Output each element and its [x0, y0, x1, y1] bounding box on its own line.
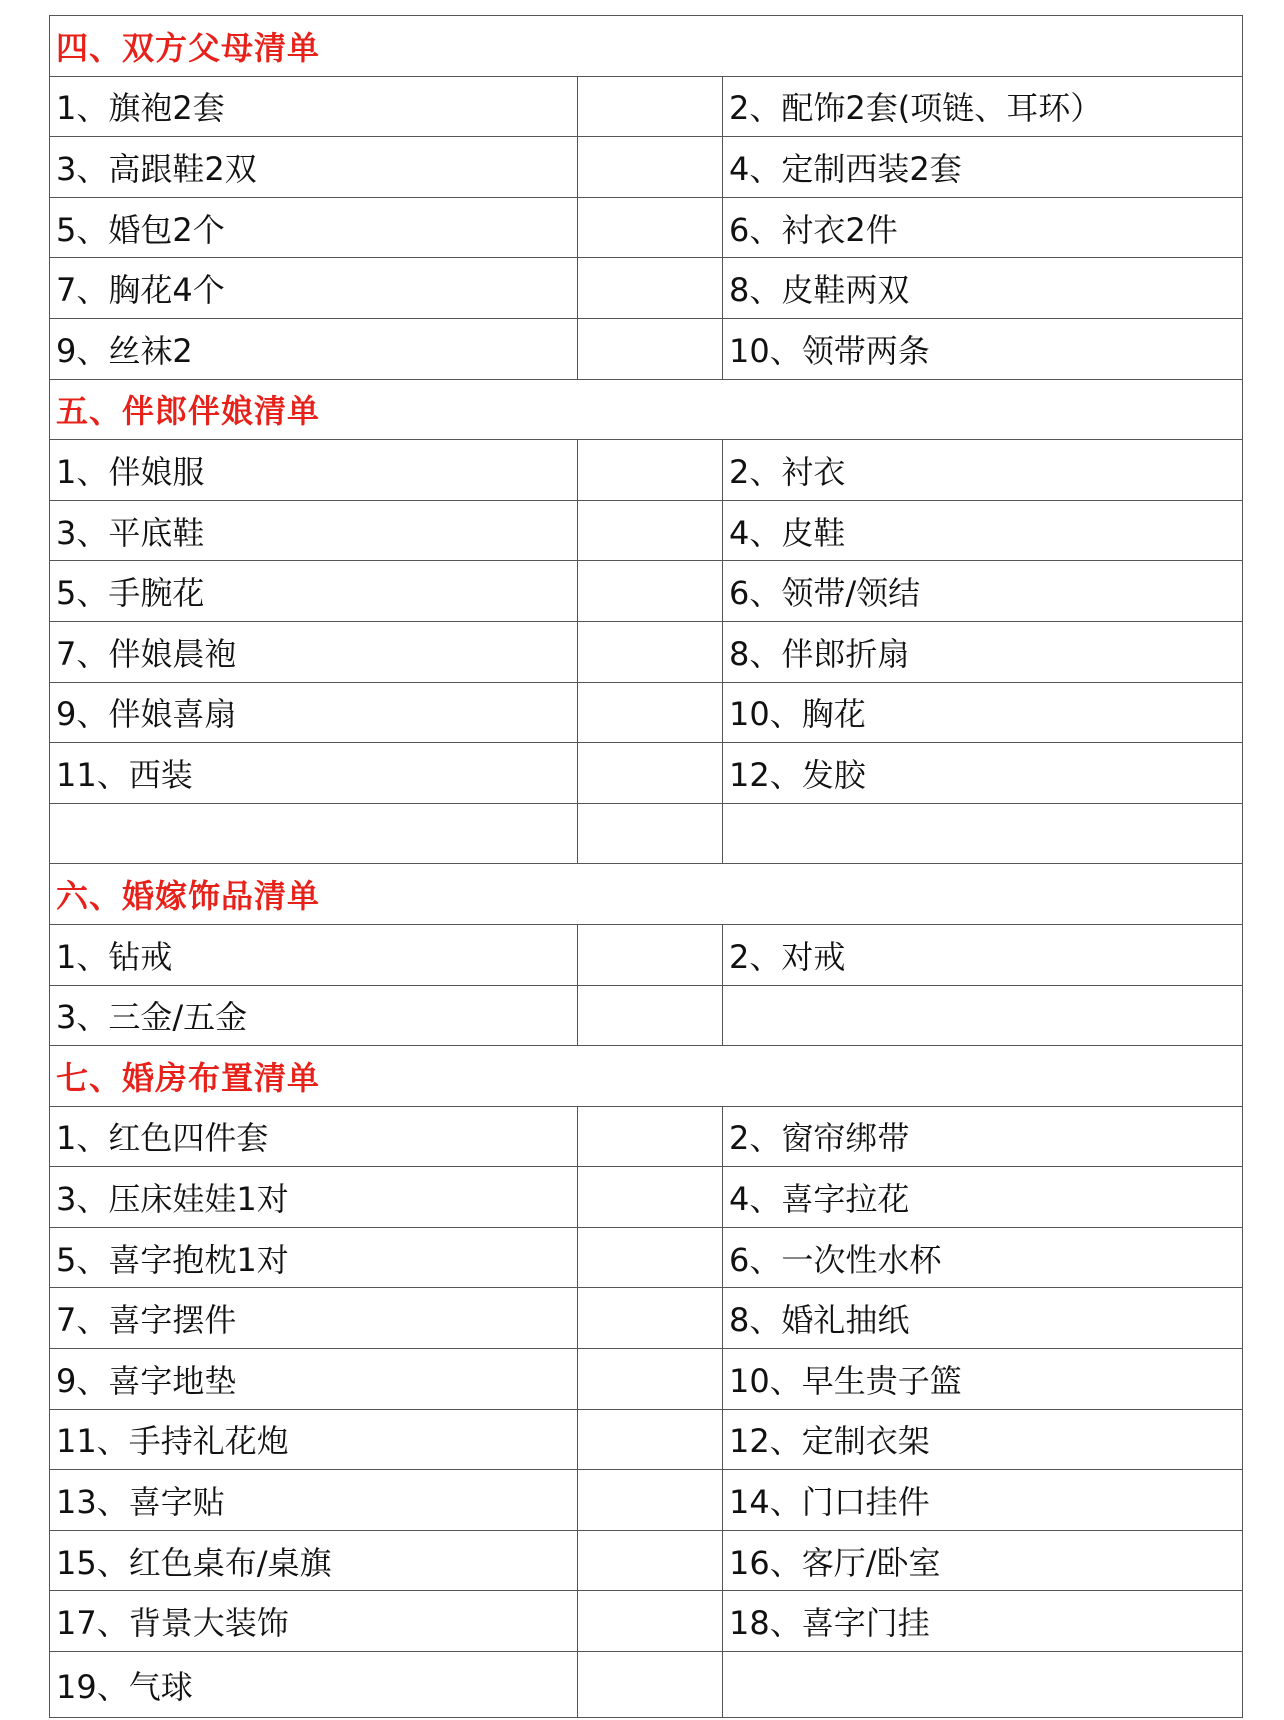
section-header — [50, 864, 1243, 925]
item-blank — [578, 986, 723, 1046]
item-left: 1、旗袍2套 — [50, 77, 578, 137]
item-left: 3、三金/五金 — [50, 986, 578, 1046]
item-left: 9、伴娘喜扇 — [50, 683, 578, 743]
table-row — [50, 1167, 1243, 1228]
table-row — [50, 1652, 1243, 1718]
item-right: 8、伴郎折扇 — [723, 622, 1243, 682]
item-left: 5、喜字抱枕1对 — [50, 1228, 578, 1288]
item-left: 13、喜字贴 — [50, 1470, 578, 1530]
item-right: 10、早生贵子篮 — [723, 1349, 1243, 1409]
table-row — [50, 440, 1243, 501]
item-right: 14、门口挂件 — [723, 1470, 1243, 1530]
item-right: 2、衬衣 — [723, 440, 1243, 500]
section-title: 七、婚房布置清单 — [50, 1046, 1243, 1106]
item-right: 10、领带两条 — [723, 319, 1243, 379]
item-left: 7、喜字摆件 — [50, 1288, 578, 1348]
item-right: 6、领带/领结 — [723, 561, 1243, 621]
item-blank — [578, 1167, 723, 1227]
table-row — [50, 743, 1243, 804]
item-blank — [578, 77, 723, 137]
table-row — [50, 501, 1243, 562]
item-right: 2、窗帘绑带 — [723, 1107, 1243, 1167]
table-row — [50, 1288, 1243, 1349]
item-right: 6、一次性水杯 — [723, 1228, 1243, 1288]
item-left: 3、平底鞋 — [50, 501, 578, 561]
item-blank — [578, 804, 723, 864]
item-blank — [578, 440, 723, 500]
table-row — [50, 1107, 1243, 1168]
item-right: 6、衬衣2件 — [723, 198, 1243, 258]
section-title: 四、双方父母清单 — [50, 16, 1243, 76]
item-blank — [578, 1288, 723, 1348]
item-left: 5、手腕花 — [50, 561, 578, 621]
item-left: 11、西装 — [50, 743, 578, 803]
item-left: 15、红色桌布/桌旗 — [50, 1531, 578, 1591]
item-blank — [578, 925, 723, 985]
section-header — [50, 1046, 1243, 1107]
item-blank — [578, 1652, 723, 1717]
item-right: 4、定制西装2套 — [723, 137, 1243, 197]
item-blank — [578, 1470, 723, 1530]
item-right: 12、发胶 — [723, 743, 1243, 803]
table-row — [50, 1531, 1243, 1592]
section-title: 五、伴郎伴娘清单 — [50, 380, 1243, 440]
table-row — [50, 198, 1243, 259]
item-right: 2、配饰2套(项链、耳环） — [723, 77, 1243, 137]
item-left: 9、丝袜2 — [50, 319, 578, 379]
item-blank — [578, 1107, 723, 1167]
table-row — [50, 622, 1243, 683]
table-row — [50, 561, 1243, 622]
table-row — [50, 77, 1243, 138]
item-blank — [578, 198, 723, 258]
item-blank — [578, 622, 723, 682]
section-title: 六、婚嫁饰品清单 — [50, 864, 1243, 924]
item-right: 8、皮鞋两双 — [723, 258, 1243, 318]
item-blank — [578, 319, 723, 379]
item-blank — [578, 1591, 723, 1651]
item-left: 7、伴娘晨袍 — [50, 622, 578, 682]
table-row — [50, 986, 1243, 1047]
table-row — [50, 1349, 1243, 1410]
item-blank — [578, 501, 723, 561]
table-row — [50, 1470, 1243, 1531]
item-right — [723, 1652, 1243, 1717]
item-blank — [578, 743, 723, 803]
item-left: 1、钻戒 — [50, 925, 578, 985]
item-blank — [578, 683, 723, 743]
table-row — [50, 925, 1243, 986]
item-right: 4、喜字拉花 — [723, 1167, 1243, 1227]
item-right: 4、皮鞋 — [723, 501, 1243, 561]
table-row — [50, 1591, 1243, 1652]
item-left: 19、气球 — [50, 1652, 578, 1717]
item-right: 12、定制衣架 — [723, 1410, 1243, 1470]
item-blank — [578, 137, 723, 197]
item-left: 3、高跟鞋2双 — [50, 137, 578, 197]
item-left: 5、婚包2个 — [50, 198, 578, 258]
item-blank — [578, 1410, 723, 1470]
item-left — [50, 804, 578, 864]
item-left: 1、红色四件套 — [50, 1107, 578, 1167]
item-blank — [578, 258, 723, 318]
item-right — [723, 986, 1243, 1046]
table-row — [50, 319, 1243, 380]
item-left: 7、胸花4个 — [50, 258, 578, 318]
section-header — [50, 380, 1243, 441]
item-blank — [578, 1349, 723, 1409]
table-row — [50, 137, 1243, 198]
table-row — [50, 1410, 1243, 1471]
item-left: 11、手持礼花炮 — [50, 1410, 578, 1470]
item-right: 2、对戒 — [723, 925, 1243, 985]
table-row — [50, 1228, 1243, 1289]
item-right: 16、客厅/卧室 — [723, 1531, 1243, 1591]
item-blank — [578, 1531, 723, 1591]
checklist-table — [49, 15, 1243, 1718]
table-row — [50, 804, 1243, 865]
item-right — [723, 804, 1243, 864]
item-left: 17、背景大装饰 — [50, 1591, 578, 1651]
section-header — [50, 16, 1243, 77]
table-row — [50, 683, 1243, 744]
item-right: 8、婚礼抽纸 — [723, 1288, 1243, 1348]
item-right: 18、喜字门挂 — [723, 1591, 1243, 1651]
item-left: 1、伴娘服 — [50, 440, 578, 500]
item-left: 9、喜字地垫 — [50, 1349, 578, 1409]
item-left: 3、压床娃娃1对 — [50, 1167, 578, 1227]
item-blank — [578, 1228, 723, 1288]
item-right: 10、胸花 — [723, 683, 1243, 743]
table-row — [50, 258, 1243, 319]
item-blank — [578, 561, 723, 621]
